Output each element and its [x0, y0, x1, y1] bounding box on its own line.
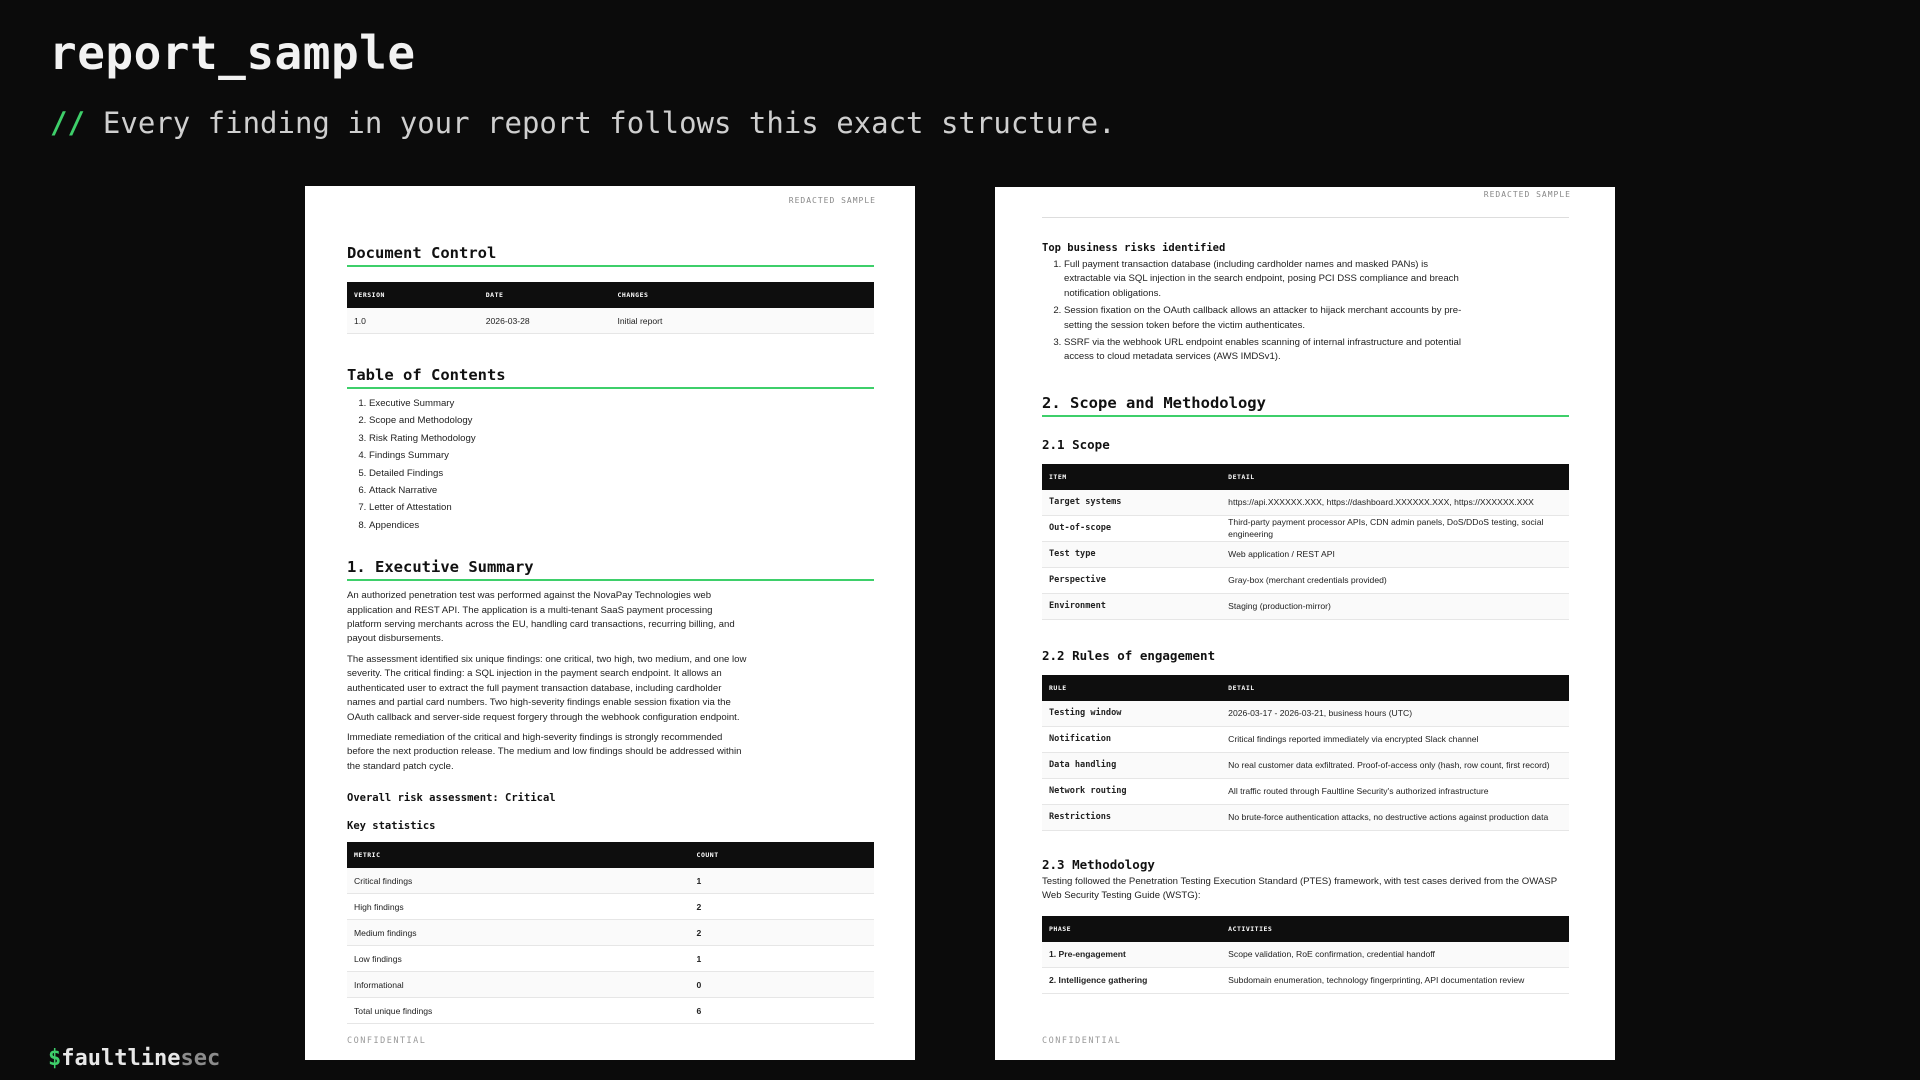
toc-list: [347, 395, 874, 534]
table-row: [1042, 726, 1569, 752]
confidential-footer: CONFIDENTIAL: [1042, 1036, 1122, 1046]
table-cell: 2026-03-28: [479, 308, 611, 334]
report-page-left: [305, 186, 915, 1060]
table-cell: Gray-box (merchant credentials provided): [1221, 567, 1569, 593]
summary-paragraph: Immediate remediation of the critical and high-severity findings is strongly recommended before the next production release. The medium and low findings should be addressed within the standard patch cycle.: [347, 731, 742, 772]
toc-item[interactable]: 2. Scope and Methodology: [369, 412, 874, 429]
table-cell: 6: [690, 998, 874, 1024]
summary-paragraph: The assessment identified six unique findings: one critical, two high, two medium, and one low severity. The critical finding: a SQL injection in the payment search endpoint. It allows an authenticated user to extract the full payment transaction database, including cardholder names and partial card numbers. Two high-severity findings enable session fixation via the OAuth callback and server-side request forgery through the webhook configuration endpoint.: [347, 653, 747, 723]
page-content: [1042, 217, 1569, 994]
table-cell: 2026-03-17 - 2026-03-21, business hours (UTC): [1221, 701, 1569, 727]
overall-risk-assessment: Overall risk assessment: Critical: [347, 792, 556, 805]
table-cell: Out-of-scope: [1042, 515, 1221, 541]
table-row: [347, 308, 874, 334]
table-row: [1042, 567, 1569, 593]
risk-item: 2. Session fixation on the OAuth callback allows an attacker to hijack merchant accounts by pre-setting the session token before the victim authenticates.: [1064, 304, 1464, 333]
table-cell: https://api.XXXXXX.XXX, https://dashboard.XXXXXX.XXX, https://XXXXXX.XXX: [1221, 490, 1569, 516]
column-header: PHASE: [1042, 916, 1221, 942]
confidential-footer: CONFIDENTIAL: [347, 1036, 427, 1046]
table-cell: Target systems: [1042, 490, 1221, 516]
rules-heading: 2.2 Rules of engagement: [1042, 647, 1216, 663]
table-row: [347, 972, 874, 998]
brand-logo: [48, 1046, 220, 1071]
table-row: [1042, 490, 1569, 516]
column-header: DETAIL: [1221, 675, 1569, 701]
table-row: [347, 946, 874, 972]
table-cell: Initial report: [611, 308, 875, 334]
table-row: [1042, 593, 1569, 619]
slide-title: report_sample: [49, 26, 416, 80]
scope-heading: 2.1 Scope: [1042, 436, 1110, 452]
toc-item[interactable]: 1. Executive Summary: [369, 395, 874, 412]
column-header: VERSION: [347, 282, 479, 308]
methodology-heading: 2.3 Methodology: [1042, 856, 1155, 872]
table-row: [1042, 515, 1569, 541]
table-row: [1042, 541, 1569, 567]
table-header-row: [1042, 916, 1569, 942]
key-statistics-table: [347, 842, 874, 1024]
report-page-right: [995, 187, 1615, 1060]
summary-paragraph: An authorized penetration test was performed against the NovaPay Technologies web application and REST API. The application is a multi-tenant SaaS payment processing platform serving merchants across the EU, handling card transactions, recurring billing, and payout disbursements.: [347, 590, 735, 645]
table-cell: Third-party payment processor APIs, CDN admin panels, DoS/DDoS testing, social engineering: [1221, 515, 1569, 541]
risk-item: 3. SSRF via the webhook URL endpoint enables scanning of internal infrastructure and potential access to cloud metadata services (AWS IMDSv1).: [1064, 336, 1464, 365]
table-cell: Informational: [347, 972, 690, 998]
table-cell: Environment: [1042, 593, 1221, 619]
column-header: CHANGES: [611, 282, 875, 308]
brand-dollar: $: [48, 1046, 62, 1071]
table-cell: Low findings: [347, 946, 690, 972]
scope-methodology-heading: 2. Scope and Methodology: [1042, 394, 1569, 417]
table-cell: 2: [690, 920, 874, 946]
toc-item[interactable]: 3. Risk Rating Methodology: [369, 430, 874, 447]
table-row: [1042, 778, 1569, 804]
column-header: RULE: [1042, 675, 1221, 701]
table-header-row: [1042, 675, 1569, 701]
table-row: [347, 920, 874, 946]
table-cell: Total unique findings: [347, 998, 690, 1024]
table-cell: 2: [690, 894, 874, 920]
brand-name: faultline: [61, 1046, 181, 1071]
table-cell: Network routing: [1042, 778, 1221, 804]
table-row: [1042, 752, 1569, 778]
table-row: [1042, 942, 1569, 968]
table-cell: 2. Intelligence gathering: [1042, 967, 1221, 993]
column-header: COUNT: [690, 842, 874, 868]
table-row: [1042, 804, 1569, 830]
table-cell: Medium findings: [347, 920, 690, 946]
table-cell: Subdomain enumeration, technology fingerprinting, API documentation review: [1221, 967, 1569, 993]
table-cell: Staging (production-mirror): [1221, 593, 1569, 619]
methodology-intro: Testing followed the Penetration Testing Execution Standard (PTES) framework, with test cases derived from the OWASP Web Security Testing Guide (WSTG):: [1042, 875, 1557, 902]
table-cell: Testing window: [1042, 701, 1221, 727]
toc-item[interactable]: 5. Detailed Findings: [369, 465, 874, 482]
table-row: [347, 894, 874, 920]
methodology-table: [1042, 916, 1569, 994]
table-header-row: [347, 842, 874, 868]
column-header: DATE: [479, 282, 611, 308]
toc-item[interactable]: 4. Findings Summary: [369, 447, 874, 464]
table-row: [347, 998, 874, 1024]
toc-item[interactable]: 7. Letter of Attestation: [369, 499, 874, 516]
table-cell: 1: [690, 946, 874, 972]
table-cell: Test type: [1042, 541, 1221, 567]
top-divider: [1042, 217, 1569, 218]
table-cell: Data handling: [1042, 752, 1221, 778]
table-cell: All traffic routed through Faultline Security's authorized infrastructure: [1221, 778, 1569, 804]
document-control-heading: Document Control: [347, 244, 874, 267]
subtitle-text: Every finding in your report follows this exact structure.: [102, 106, 1116, 140]
table-header-row: [1042, 464, 1569, 490]
toc-item[interactable]: 6. Attack Narrative: [369, 482, 874, 499]
scope-table: [1042, 464, 1569, 620]
toc-item[interactable]: 8. Appendices: [369, 517, 874, 534]
table-cell: High findings: [347, 894, 690, 920]
top-risks-list: [1042, 258, 1464, 365]
risk-item: 1. Full payment transaction database (including cardholder names and masked PANs) is extractable via SQL injection in the search endpoint, posing PCI DSS compliance and breach notification obligations.: [1064, 258, 1464, 301]
slide-subtitle: [50, 106, 1116, 140]
table-cell: No brute-force authentication attacks, no destructive actions against production data: [1221, 804, 1569, 830]
table-row: [1042, 701, 1569, 727]
executive-summary-heading: 1. Executive Summary: [347, 558, 874, 581]
column-header: ACTIVITIES: [1221, 916, 1569, 942]
document-control-table: [347, 282, 874, 334]
comment-slashes: //: [50, 106, 85, 140]
table-cell: No real customer data exfiltrated. Proof-of-access only (hash, row count, first record): [1221, 752, 1569, 778]
brand-suffix: sec: [180, 1046, 221, 1071]
table-cell: 1: [690, 868, 874, 894]
key-statistics-heading: Key statistics: [347, 820, 436, 833]
column-header: DETAIL: [1221, 464, 1569, 490]
toc-heading: Table of Contents: [347, 366, 874, 389]
redacted-sample-label: REDACTED SAMPLE: [1483, 190, 1571, 199]
table-cell: Notification: [1042, 726, 1221, 752]
table-cell: Perspective: [1042, 567, 1221, 593]
top-risks-heading: Top business risks identified: [1042, 242, 1226, 254]
table-cell: Critical findings reported immediately via encrypted Slack channel: [1221, 726, 1569, 752]
rules-table: [1042, 675, 1569, 831]
table-cell: Critical findings: [347, 868, 690, 894]
column-header: METRIC: [347, 842, 690, 868]
table-cell: Restrictions: [1042, 804, 1221, 830]
table-cell: Web application / REST API: [1221, 541, 1569, 567]
table-cell: Scope validation, RoE confirmation, credential handoff: [1221, 942, 1569, 968]
page-content: [347, 244, 874, 1024]
table-header-row: [347, 282, 874, 308]
table-cell: 1.0: [347, 308, 479, 334]
table-cell: 0: [690, 972, 874, 998]
column-header: ITEM: [1042, 464, 1221, 490]
redacted-sample-label: REDACTED SAMPLE: [788, 196, 876, 205]
table-cell: 1. Pre-engagement: [1042, 942, 1221, 968]
table-row: [1042, 967, 1569, 993]
table-row: [347, 868, 874, 894]
